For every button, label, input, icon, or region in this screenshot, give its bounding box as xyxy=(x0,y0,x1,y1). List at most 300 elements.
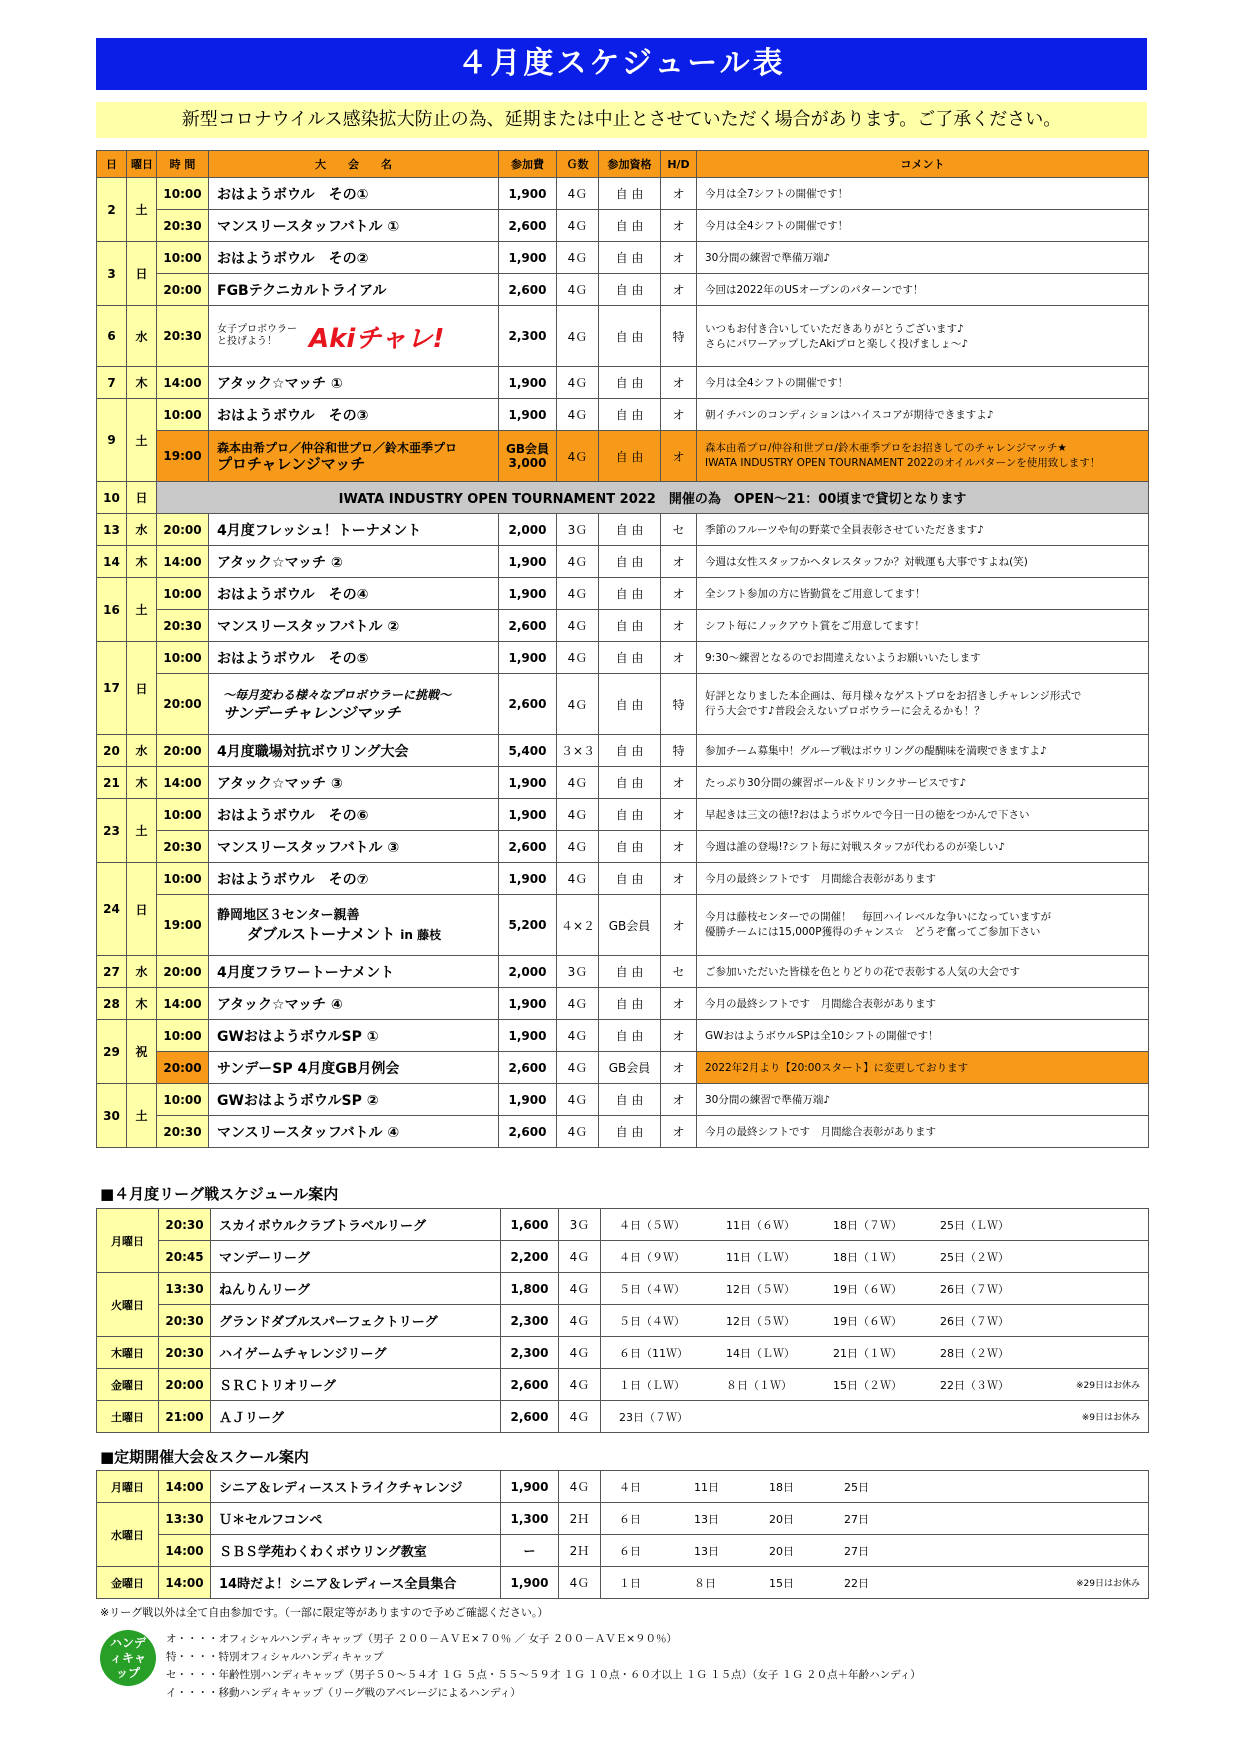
event-name: マンスリースタッフバトル ② xyxy=(209,610,499,642)
comment-cell: 今月は全4シフトの開催です！ xyxy=(697,367,1149,399)
weekday-cell: 土 xyxy=(127,399,157,482)
comment-cell: 9:30～練習となるのでお間違えないようお願いいたします xyxy=(697,642,1149,674)
hd-cell: オ xyxy=(661,578,697,610)
time-cell: 14:00 xyxy=(157,546,209,578)
event-name: おはようボウル その⑦ xyxy=(209,863,499,895)
footnote: ※リーグ戦以外は全て自由参加です。（一部に限定等がありますので予めご確認ください。） xyxy=(100,1606,549,1619)
time-cell: 19:00 xyxy=(157,895,209,956)
hd-cell: オ xyxy=(661,1116,697,1148)
date-item: 25日（２Ｗ） xyxy=(940,1250,1009,1264)
fee-cell: 2,600 xyxy=(499,210,557,242)
table-row xyxy=(97,956,1149,988)
table-row xyxy=(97,514,1149,546)
hd-cell: オ xyxy=(661,242,697,274)
hd-cell: 特 xyxy=(661,735,697,767)
table-row xyxy=(97,895,1149,956)
weekday-cell: 木 xyxy=(127,546,157,578)
dates-cell xyxy=(601,1503,1029,1535)
games-cell: 4Ｇ xyxy=(557,578,599,610)
weekday-cell: 日 xyxy=(127,242,157,306)
games-cell: 4Ｇ xyxy=(557,799,599,831)
date-item: 19日（６Ｗ） xyxy=(833,1314,902,1328)
header-comment: コメント xyxy=(697,151,1149,178)
qual-cell: 自 由 xyxy=(599,514,661,546)
day-cell: 9 xyxy=(97,399,127,482)
games-cell: 4Ｇ xyxy=(557,367,599,399)
day-cell: 16 xyxy=(97,578,127,642)
qual-cell: 自 由 xyxy=(599,1020,661,1052)
games-cell: 4Ｇ xyxy=(559,1369,601,1401)
date-item: ６日 xyxy=(619,1512,641,1526)
time-cell: 20:30 xyxy=(157,831,209,863)
weekday-group: 金曜日 xyxy=(97,1369,159,1401)
fee-cell: 5,400 xyxy=(499,735,557,767)
date-item: 23日（７Ｗ） xyxy=(619,1410,688,1424)
weekday-group: 木曜日 xyxy=(97,1337,159,1369)
games-cell: 4Ｇ xyxy=(557,1084,599,1116)
hd-cell: オ xyxy=(661,799,697,831)
time-cell: 20:30 xyxy=(157,1116,209,1148)
date-item: 27日 xyxy=(844,1544,869,1558)
time-cell: 10:00 xyxy=(157,863,209,895)
event-name: Ｕ＊セルフコンペ xyxy=(211,1503,501,1535)
comment-cell: 今週は女性スタッフかヘタレスタッフか？対戦運も大事ですよね(笑) xyxy=(697,546,1149,578)
hd-cell: オ xyxy=(661,767,697,799)
hd-cell: オ xyxy=(661,895,697,956)
fee-cell: 2,600 xyxy=(501,1401,559,1433)
games-cell: 4Ｇ xyxy=(557,306,599,367)
note-cell xyxy=(1029,1535,1149,1567)
games-cell: 4Ｇ xyxy=(557,1020,599,1052)
weekday-cell: 日 xyxy=(127,642,157,735)
league-section-title: ■４月度リーグ戦スケジュール案内 xyxy=(100,1185,339,1203)
time-cell: 14:00 xyxy=(159,1471,211,1503)
fee-cell: 2,600 xyxy=(499,831,557,863)
note-cell xyxy=(1029,1503,1149,1535)
fee-cell: 1,900 xyxy=(499,1020,557,1052)
table-row xyxy=(97,242,1149,274)
aki-challenge-logo: Akiチャレ! xyxy=(309,323,445,354)
table-row xyxy=(97,1401,1149,1433)
games-cell: ４×２ xyxy=(557,895,599,956)
comment-cell: 朝イチバンのコンディションはハイスコアが期待できますよ♪ xyxy=(697,399,1149,431)
note-cell xyxy=(1029,1241,1149,1273)
day-cell: 14 xyxy=(97,546,127,578)
event-name xyxy=(209,895,499,956)
time-cell: 14:00 xyxy=(157,767,209,799)
weekday-cell: 土 xyxy=(127,799,157,863)
page-title: ４月度スケジュール表 xyxy=(96,38,1147,90)
table-row xyxy=(97,1337,1149,1369)
fee-cell: 2,600 xyxy=(499,1052,557,1084)
games-cell: 4Ｇ xyxy=(557,399,599,431)
hd-cell: セ xyxy=(661,514,697,546)
games-cell: 4Ｇ xyxy=(557,642,599,674)
dates-cell xyxy=(601,1567,1029,1599)
table-row xyxy=(97,1305,1149,1337)
weekday-group: 金曜日 xyxy=(97,1567,159,1599)
closure-notice: IWATA INDUSTRY OPEN TOURNAMENT 2022 開催の為 OPEN～21：00頃まで貸切となります xyxy=(157,482,1149,514)
header-fee: 参加費 xyxy=(499,151,557,178)
schedule-header-row xyxy=(97,151,1149,178)
comment-line: 今月は藤枝センターでの開催！ 毎回ハイレベルな争いになっていますが xyxy=(705,911,1052,923)
comment-cell xyxy=(697,895,1149,956)
date-item: 11日（６Ｗ） xyxy=(726,1218,795,1232)
time-cell: 10:00 xyxy=(157,399,209,431)
event-name: アタック☆マッチ ② xyxy=(209,546,499,578)
weekday-group: 月曜日 xyxy=(97,1209,159,1273)
weekday-cell: 木 xyxy=(127,767,157,799)
qual-cell: 自 由 xyxy=(599,642,661,674)
event-name: GWおはようボウルSP ① xyxy=(209,1020,499,1052)
comment-line: 優勝チームには15,000P獲得のチャンス☆ どうぞ奮ってご参加下さい xyxy=(705,926,1041,938)
games-cell: 4Ｇ xyxy=(557,210,599,242)
date-item: 13日 xyxy=(694,1512,719,1526)
table-row xyxy=(97,988,1149,1020)
aki-subtitle-2: と投げよう！ xyxy=(217,336,277,347)
time-cell: 10:00 xyxy=(157,1020,209,1052)
day-cell: 28 xyxy=(97,988,127,1020)
weekday-cell: 水 xyxy=(127,514,157,546)
fee-cell: 1,900 xyxy=(499,546,557,578)
day-cell: 13 xyxy=(97,514,127,546)
dates-cell xyxy=(601,1471,1029,1503)
qual-cell: 自 由 xyxy=(599,674,661,735)
time-cell: 10:00 xyxy=(157,578,209,610)
table-row xyxy=(97,1535,1149,1567)
time-cell: 14:00 xyxy=(159,1567,211,1599)
fee-cell: 1,900 xyxy=(499,242,557,274)
day-cell: 23 xyxy=(97,799,127,863)
games-cell: 3Ｇ xyxy=(559,1209,601,1241)
time-cell: 14:00 xyxy=(157,988,209,1020)
legend-line: オ・・・・オフィシャルハンディキャップ（男子 ２００－ＡＶＥ×７０％ ／ 女子 ２００－ＡＶＥ×９０％） xyxy=(166,1633,678,1645)
date-item: ４日（５Ｗ） xyxy=(619,1218,685,1232)
comment-cell: 全シフト参加の方に皆勤賞をご用意してます！ xyxy=(697,578,1149,610)
date-item: 18日（１Ｗ） xyxy=(833,1250,902,1264)
table-row-highlight xyxy=(97,431,1149,482)
fee-cell: 1,900 xyxy=(499,367,557,399)
games-cell: 4Ｇ xyxy=(559,1337,601,1369)
date-item: ５日（４Ｗ） xyxy=(619,1314,685,1328)
qual-cell: GB会員 xyxy=(599,895,661,956)
note-cell xyxy=(1029,1305,1149,1337)
note-cell xyxy=(1029,1337,1149,1369)
games-cell: 4Ｇ xyxy=(557,863,599,895)
comment-cell: 今週は誰の登場!?シフト毎に対戦スタッフが代わるのが楽しい♪ xyxy=(697,831,1149,863)
time-cell: 20:45 xyxy=(159,1241,211,1273)
pro-challenge-title: プロチャレンジマッチ xyxy=(217,455,366,473)
qual-cell: 自 由 xyxy=(599,767,661,799)
event-name: マンスリースタッフバトル ① xyxy=(209,210,499,242)
fee-cell: 2,600 xyxy=(501,1369,559,1401)
fee-cell: 2,600 xyxy=(499,274,557,306)
table-row xyxy=(97,1020,1149,1052)
event-name: アタック☆マッチ ① xyxy=(209,367,499,399)
time-cell: 20:00 xyxy=(157,514,209,546)
fee-value: 3,000 xyxy=(508,456,547,470)
time-cell: 19:00 xyxy=(157,431,209,482)
comment-cell: シフト毎にノックアウト賞をご用意してます！ xyxy=(697,610,1149,642)
fee-cell: 2,300 xyxy=(501,1305,559,1337)
date-item: ６日（11Ｗ） xyxy=(619,1346,688,1360)
fee-cell: 1,900 xyxy=(499,399,557,431)
time-cell: 14:00 xyxy=(157,367,209,399)
qual-cell: 自 由 xyxy=(599,399,661,431)
table-row xyxy=(97,210,1149,242)
fee-cell: ー xyxy=(501,1535,559,1567)
weekday-cell: 土 xyxy=(127,578,157,642)
event-name: シニア＆レディースストライクチャレンジ xyxy=(211,1471,501,1503)
event-subtitle: 静岡地区３センター親善 xyxy=(217,907,360,923)
time-cell: 14:00 xyxy=(159,1535,211,1567)
day-cell: 17 xyxy=(97,642,127,735)
comment-cell: 今月の最終シフトです 月間総合表彰があります xyxy=(697,863,1149,895)
header-weekday: 曜日 xyxy=(127,151,157,178)
fee-cell: 1,900 xyxy=(499,178,557,210)
fee-cell: 1,900 xyxy=(499,863,557,895)
qual-cell: 自 由 xyxy=(599,863,661,895)
day-cell: 3 xyxy=(97,242,127,306)
event-subtitle: ～毎月変わる様々なプロボウラーに挑戦～ xyxy=(223,688,452,702)
header-time: 時 間 xyxy=(157,151,209,178)
qual-cell: 自 由 xyxy=(599,988,661,1020)
day-cell: 27 xyxy=(97,956,127,988)
comment-cell xyxy=(697,306,1149,367)
note-cell xyxy=(1029,1273,1149,1305)
table-row xyxy=(97,799,1149,831)
comment-cell xyxy=(697,674,1149,735)
date-item: 14日（ＬＷ） xyxy=(726,1346,795,1360)
fee-cell: 5,200 xyxy=(499,895,557,956)
qual-cell: 自 由 xyxy=(599,735,661,767)
event-name: GWおはようボウルSP ② xyxy=(209,1084,499,1116)
legend-line: 特・・・・特別オフィシャルハンディキャップ xyxy=(166,1651,384,1663)
date-item: 18日 xyxy=(769,1480,794,1494)
fee-cell xyxy=(499,431,557,482)
table-row xyxy=(97,610,1149,642)
table-row xyxy=(97,674,1149,735)
date-item: 21日（１Ｗ） xyxy=(833,1346,902,1360)
event-name: アタック☆マッチ ③ xyxy=(209,767,499,799)
day-cell: 7 xyxy=(97,367,127,399)
event-name: 4月度フラワートーナメント xyxy=(209,956,499,988)
table-row xyxy=(97,1567,1149,1599)
games-cell: 4Ｇ xyxy=(557,988,599,1020)
day-cell: 29 xyxy=(97,1020,127,1084)
table-row xyxy=(97,367,1149,399)
day-cell: 30 xyxy=(97,1084,127,1148)
dates-cell xyxy=(601,1241,1029,1273)
table-row xyxy=(97,306,1149,367)
qual-cell: 自 由 xyxy=(599,546,661,578)
date-item: 15日 xyxy=(769,1576,794,1590)
fee-cell: 2,300 xyxy=(501,1337,559,1369)
date-item: ８日（１Ｗ） xyxy=(726,1378,792,1392)
dates-cell xyxy=(601,1401,1029,1433)
fee-cell: 2,600 xyxy=(499,1116,557,1148)
event-name: 14時だよ！シニア＆レディース全員集合 xyxy=(211,1567,501,1599)
fee-cell: 1,900 xyxy=(499,767,557,799)
event-title: ダブルストーナメント xyxy=(247,924,396,943)
time-cell: 20:00 xyxy=(157,674,209,735)
comment-cell: 今回は2022年のUSオープンのパターンです！ xyxy=(697,274,1149,306)
fee-cell: 1,300 xyxy=(501,1503,559,1535)
event-name: マンスリースタッフバトル ③ xyxy=(209,831,499,863)
hd-cell: オ xyxy=(661,546,697,578)
hd-cell: オ xyxy=(661,988,697,1020)
event-name: おはようボウル その② xyxy=(209,242,499,274)
hd-cell: オ xyxy=(661,274,697,306)
legend-line: イ・・・・移動ハンディキャップ（リーグ戦のアベレージによるハンディ） xyxy=(166,1687,521,1699)
time-cell: 20:30 xyxy=(159,1337,211,1369)
fee-cell: 2,600 xyxy=(499,674,557,735)
qual-cell: 自 由 xyxy=(599,274,661,306)
dates-cell xyxy=(601,1273,1029,1305)
games-cell: 2Ｈ xyxy=(559,1503,601,1535)
hd-cell: オ xyxy=(661,399,697,431)
time-cell: 20:00 xyxy=(157,956,209,988)
event-name xyxy=(209,674,499,735)
comment-line: さらにパワーアップしたAkiプロと楽しく投げましょ～♪ xyxy=(705,338,969,350)
header-name: 大 会 名 xyxy=(209,151,499,178)
date-item: 22日（３Ｗ） xyxy=(940,1378,1009,1392)
event-name: ハイゲームチャレンジリーグ xyxy=(211,1337,501,1369)
comment-cell: 今月は全7シフトの開催です！ xyxy=(697,178,1149,210)
time-cell: 10:00 xyxy=(157,642,209,674)
fee-cell: 2,300 xyxy=(499,306,557,367)
event-name: ねんりんリーグ xyxy=(211,1273,501,1305)
hd-cell: 特 xyxy=(661,674,697,735)
games-cell: 4Ｇ xyxy=(559,1471,601,1503)
event-name xyxy=(209,431,499,482)
note-cell xyxy=(1029,1471,1149,1503)
date-item: ４日（９Ｗ） xyxy=(619,1250,685,1264)
hd-cell: オ xyxy=(661,863,697,895)
day-cell: 20 xyxy=(97,735,127,767)
date-item: ６日 xyxy=(619,1544,641,1558)
table-row xyxy=(97,863,1149,895)
table-row xyxy=(97,642,1149,674)
comment-cell: 30分間の練習で準備万端♪ xyxy=(697,1084,1149,1116)
hd-cell: 特 xyxy=(661,306,697,367)
day-cell: 2 xyxy=(97,178,127,242)
time-cell: 10:00 xyxy=(157,1084,209,1116)
hd-cell: オ xyxy=(661,610,697,642)
date-item: 26日（７Ｗ） xyxy=(940,1314,1009,1328)
time-cell: 20:00 xyxy=(157,274,209,306)
event-name: 4月度フレッシュ！トーナメント xyxy=(209,514,499,546)
table-row xyxy=(97,767,1149,799)
date-item: 28日（２Ｗ） xyxy=(940,1346,1009,1360)
weekday-cell: 水 xyxy=(127,735,157,767)
regular-section-title: ■定期開催大会＆スクール案内 xyxy=(100,1448,309,1466)
time-cell: 20:30 xyxy=(157,306,209,367)
time-cell: 20:00 xyxy=(159,1369,211,1401)
time-cell: 20:00 xyxy=(157,735,209,767)
date-item: 11日 xyxy=(694,1480,719,1494)
hd-cell: オ xyxy=(661,367,697,399)
date-item: 12日（５Ｗ） xyxy=(726,1314,795,1328)
day-cell: 6 xyxy=(97,306,127,367)
event-name: スカイボウルクラブトラベルリーグ xyxy=(211,1209,501,1241)
event-venue: in 藤枝 xyxy=(400,927,442,942)
event-name: おはようボウル その① xyxy=(209,178,499,210)
notice-banner: 新型コロナウイルス感染拡大防止の為、延期または中止とさせていただく場合があります。ご了承ください。 xyxy=(96,102,1147,138)
fee-cell: 1,900 xyxy=(499,1084,557,1116)
comment-cell: 30分間の練習で準備万端♪ xyxy=(697,242,1149,274)
note-cell: ※9日はお休み xyxy=(1029,1401,1149,1433)
date-item: 27日 xyxy=(844,1512,869,1526)
fee-cell: 2,000 xyxy=(499,956,557,988)
weekday-cell: 日 xyxy=(127,482,157,514)
league-table xyxy=(96,1208,1149,1433)
table-row xyxy=(97,1369,1149,1401)
weekday-group: 月曜日 xyxy=(97,1471,159,1503)
table-row xyxy=(97,1084,1149,1116)
qual-cell: 自 由 xyxy=(599,1116,661,1148)
event-name: FGBテクニカルトライアル xyxy=(209,274,499,306)
date-item: 25日 xyxy=(844,1480,869,1494)
event-name: グランドダブルスパーフェクトリーグ xyxy=(211,1305,501,1337)
dates-cell xyxy=(601,1535,1029,1567)
table-row xyxy=(97,735,1149,767)
games-cell: 4Ｇ xyxy=(559,1567,601,1599)
comment-cell: ご参加いただいた皆様を色とりどりの花で表彰する人気の大会です xyxy=(697,956,1149,988)
qual-cell: 自 由 xyxy=(599,831,661,863)
time-cell: 13:30 xyxy=(159,1273,211,1305)
day-cell: 10 xyxy=(97,482,127,514)
table-row xyxy=(97,546,1149,578)
handicap-legend xyxy=(166,1630,921,1702)
date-item: １日 xyxy=(619,1576,641,1590)
games-cell: 4Ｇ xyxy=(559,1241,601,1273)
comment-line: 森本由希プロ/仲谷和世プロ/鈴木亜季プロをお招きしてのチャレンジマッチ★ xyxy=(705,442,1067,454)
date-item: ８日 xyxy=(694,1576,716,1590)
day-cell: 24 xyxy=(97,863,127,956)
qual-cell: 自 由 xyxy=(599,367,661,399)
event-name: アタック☆マッチ ④ xyxy=(209,988,499,1020)
weekday-cell: 土 xyxy=(127,178,157,242)
games-cell: 4Ｇ xyxy=(557,431,599,482)
qual-cell: 自 由 xyxy=(599,306,661,367)
weekday-cell: 水 xyxy=(127,306,157,367)
fee-cell: 1,900 xyxy=(499,642,557,674)
hd-cell: オ xyxy=(661,1020,697,1052)
hd-cell: セ xyxy=(661,956,697,988)
date-item: 18日（７Ｗ） xyxy=(833,1218,902,1232)
fee-cell: 2,600 xyxy=(499,610,557,642)
date-item: 20日 xyxy=(769,1544,794,1558)
fee-cell: 2,200 xyxy=(501,1241,559,1273)
games-cell: 4Ｇ xyxy=(557,1116,599,1148)
handicap-badge-label: ハンディキャップ xyxy=(109,1635,146,1680)
time-cell: 10:00 xyxy=(157,242,209,274)
fee-member-label: GB会員 xyxy=(506,442,549,456)
table-row xyxy=(97,1052,1149,1084)
table-row xyxy=(97,1241,1149,1273)
table-row xyxy=(97,1273,1149,1305)
table-row xyxy=(97,1503,1149,1535)
date-item: ５日（４Ｗ） xyxy=(619,1282,685,1296)
table-row xyxy=(97,1471,1149,1503)
date-item: 15日（２Ｗ） xyxy=(833,1378,902,1392)
fee-cell: 1,800 xyxy=(501,1273,559,1305)
qual-cell: 自 由 xyxy=(599,1084,661,1116)
hd-cell: オ xyxy=(661,642,697,674)
date-item: 20日 xyxy=(769,1512,794,1526)
games-cell: 4Ｇ xyxy=(559,1305,601,1337)
